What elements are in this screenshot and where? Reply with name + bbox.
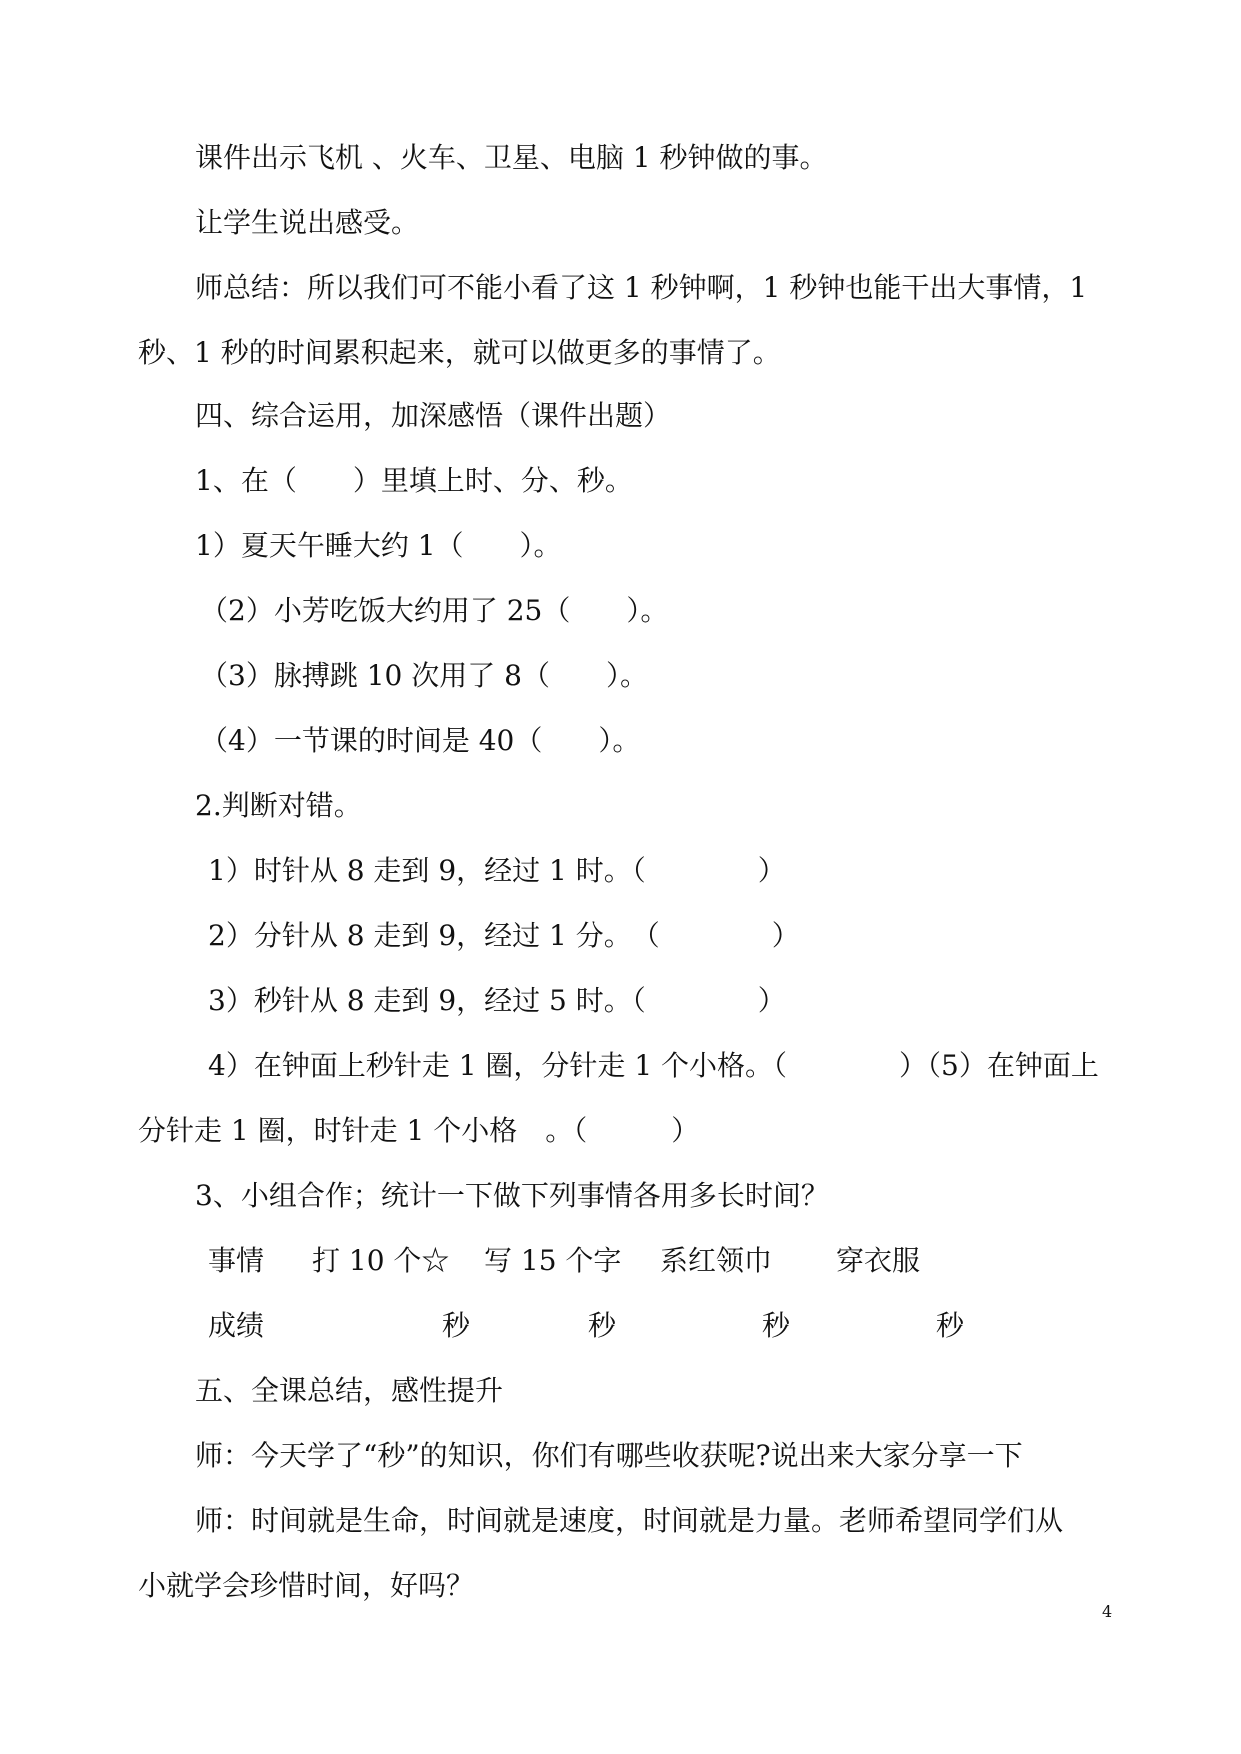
section-heading: 五、全课总结，感性提升 — [195, 1374, 504, 1407]
question-item: 1）时针从 8 走到 9，经过 1 时。（ ） — [208, 854, 786, 887]
table-cell: 秒 — [762, 1309, 791, 1342]
table-cell: 成绩 — [208, 1309, 265, 1342]
question-item: 3）秒针从 8 走到 9，经过 5 时。（ ） — [208, 984, 786, 1017]
table-header-cell: 穿衣服 — [836, 1244, 921, 1277]
text-line: 师：时间就是生命，时间就是速度，时间就是力量。老师希望同学们从 — [195, 1504, 1064, 1537]
table-cell: 秒 — [588, 1309, 617, 1342]
section-heading: 四、综合运用，加深感悟（课件出题） — [195, 399, 672, 432]
text-line: 师：今天学了“秒”的知识，你们有哪些收获呢?说出来大家分享一下 — [195, 1439, 1023, 1472]
question-title: 2.判断对错。 — [195, 789, 362, 822]
table-header-cell: 写 15 个字 — [484, 1244, 622, 1277]
question-item: 2）分针从 8 走到 9，经过 1 分。 （ ） — [208, 919, 800, 952]
question-item: （2）小芳吃饭大约用了 25（ ）。 — [200, 594, 669, 627]
text-line: 小就学会珍惜时间，好吗？ — [138, 1569, 475, 1602]
question-item: 分针走 1 圈，时针走 1 个小格 。（ ） — [138, 1114, 700, 1147]
text-line: 师总结：所以我们可不能小看了这 1 秒钟啊，1 秒钟也能干出大事情，1 — [195, 271, 1088, 304]
question-item: （3）脉搏跳 10 次用了 8（ ）。 — [200, 659, 648, 692]
text-line: 秒、1 秒的时间累积起来，就可以做更多的事情了。 — [138, 336, 781, 369]
question-item: 1）夏天午睡大约 1（ ）。 — [195, 529, 562, 562]
page-number: 4 — [1102, 1602, 1113, 1621]
table-cell: 秒 — [442, 1309, 471, 1342]
table-cell: 秒 — [936, 1309, 965, 1342]
question-title: 3、小组合作；统计一下做下列事情各用多长时间？ — [195, 1179, 829, 1212]
question-title: 1、在（ ）里填上时、分、秒。 — [195, 464, 633, 497]
table-header-cell: 打 10 个☆ — [312, 1244, 450, 1277]
table-header-cell: 事情 — [208, 1244, 265, 1277]
table-header-cell: 系红领巾 — [660, 1244, 773, 1277]
text-line: 课件出示飞机 、火车、卫星、电脑 1 秒钟做的事。 — [195, 141, 828, 174]
question-item: （4）一节课的时间是 40（ ）。 — [200, 724, 641, 757]
question-item: 4）在钟面上秒针走 1 圈，分针走 1 个小格。（ ）（5）在钟面上 — [208, 1049, 1099, 1082]
text-line: 让学生说出感受。 — [195, 206, 420, 239]
